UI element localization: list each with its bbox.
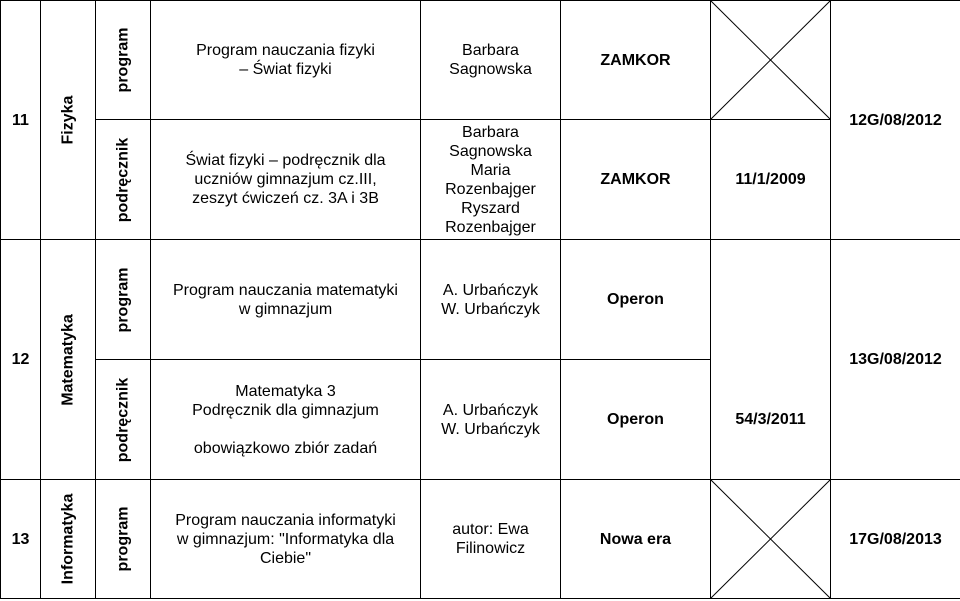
type-label: podręcznik — [114, 377, 132, 462]
program-publisher: Nowa era — [561, 480, 711, 599]
textbook-title: Świat fizyki – podręcznik dla uczniów gimnazjum cz.III, zeszyt ćwiczeń cz. 3A i 3B — [151, 120, 421, 240]
type-label: program — [114, 267, 132, 332]
approval-number: 11/1/2009 — [711, 120, 831, 240]
subject-cell — [41, 240, 96, 480]
table-row — [1, 360, 960, 480]
crossed-out-cell — [711, 480, 831, 599]
approval-number: 54/3/2011 — [711, 360, 831, 480]
type-cell — [96, 1, 151, 120]
program-publisher: Operon — [561, 240, 711, 360]
registration-code: 12G/08/2012 — [831, 1, 960, 240]
type-cell — [96, 360, 151, 480]
row-number: 11 — [1, 1, 41, 240]
row-number: 13 — [1, 480, 41, 599]
program-authors: A. Urbańczyk W. Urbańczyk — [421, 240, 561, 360]
program-authors: autor: Ewa Filinowicz — [421, 480, 561, 599]
type-cell — [96, 240, 151, 360]
textbook-title: Matematyka 3 Podręcznik dla gimnazjum obowiązkowo zbiór zadań — [151, 360, 421, 480]
subject-label: Fizyka — [59, 95, 77, 145]
textbook-publisher: ZAMKOR — [561, 120, 711, 240]
subject-label: Matematyka — [59, 313, 77, 406]
type-cell — [96, 480, 151, 599]
table-row — [1, 240, 960, 360]
empty-cell — [711, 240, 831, 360]
textbook-publisher: Operon — [561, 360, 711, 480]
textbook-authors: A. Urbańczyk W. Urbańczyk — [421, 360, 561, 480]
table-row — [1, 120, 960, 240]
subject-cell — [41, 480, 96, 599]
row-number: 12 — [1, 240, 41, 480]
type-cell — [96, 120, 151, 240]
registration-code: 17G/08/2013 — [831, 480, 960, 599]
subject-label: Informatyka — [59, 493, 77, 585]
type-label: program — [114, 506, 132, 572]
type-label: podręcznik — [114, 137, 132, 222]
program-title: Program nauczania fizyki – Świat fizyki — [151, 1, 421, 120]
program-title: Program nauczania informatyki w gimnazjum: "Informatyka dla Ciebie" — [151, 480, 421, 599]
table-row — [1, 480, 960, 599]
registration-code: 13G/08/2012 — [831, 240, 960, 480]
subject-cell — [41, 1, 96, 240]
program-authors: Barbara Sagnowska — [421, 1, 561, 120]
type-label: program — [114, 27, 132, 93]
textbook-authors: Barbara Sagnowska Maria Rozenbajger Ryszard Rozenbajger — [421, 120, 561, 240]
program-publisher: ZAMKOR — [561, 1, 711, 120]
crossed-out-cell — [711, 1, 831, 120]
table-row — [1, 1, 960, 120]
program-title: Program nauczania matematyki w gimnazjum — [151, 240, 421, 360]
